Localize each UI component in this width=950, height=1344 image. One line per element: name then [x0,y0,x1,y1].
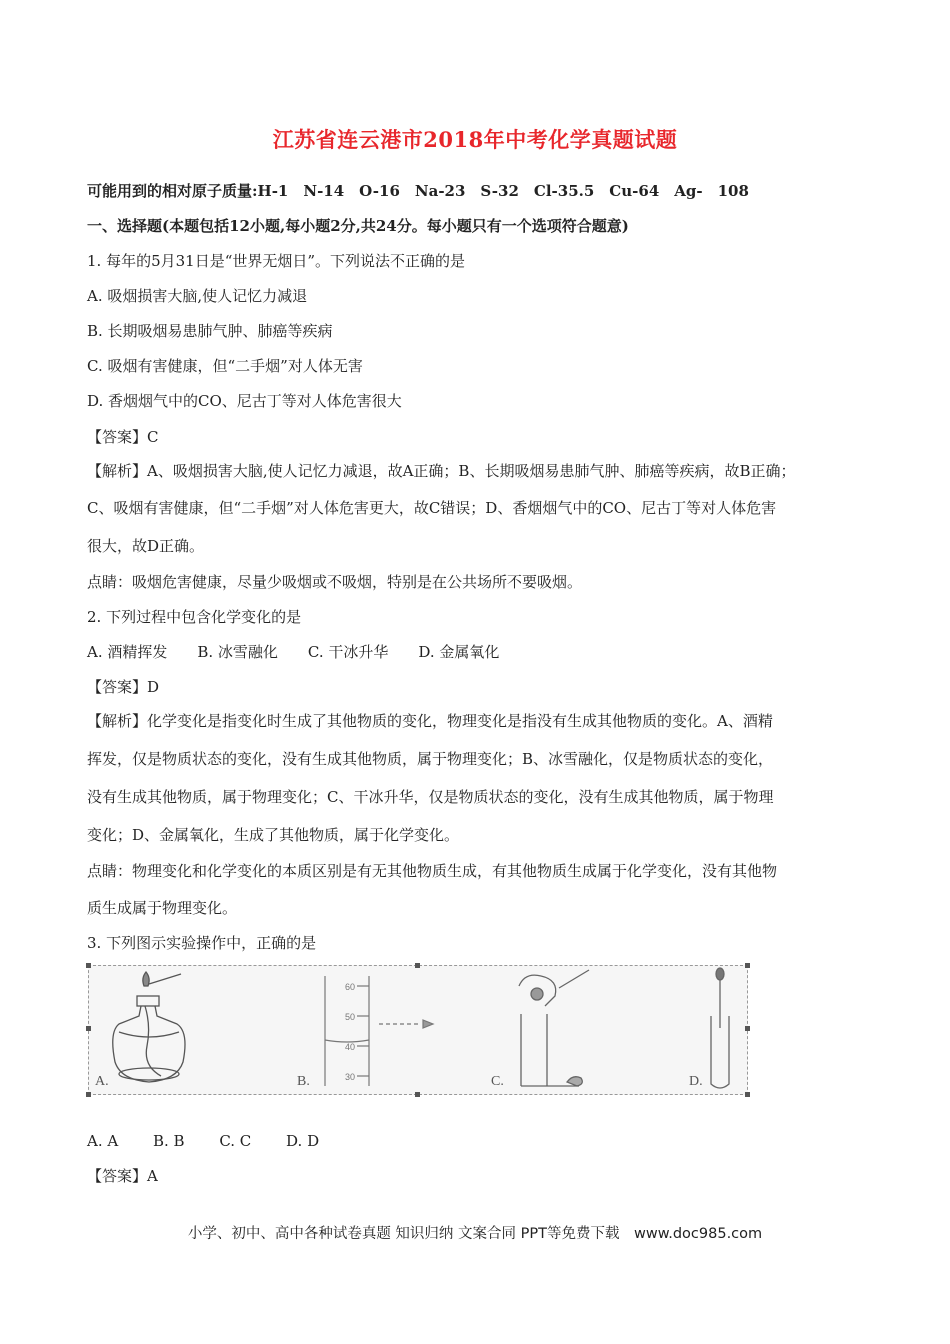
question-2-stem: 2. 下列过程中包含化学变化的是 [87,608,302,626]
question-2-options: A. 酒精挥发 B. 冰雪融化 C. 干冰升华 D. 金属氧化 [87,643,500,661]
question-1-option-a: A. 吸烟损害大脑,使人记忆力减退 [87,287,308,305]
question-3-stem: 3. 下列图示实验操作中，正确的是 [87,934,317,952]
question-2-answer: 【答案】D [87,678,160,696]
figure-label-d: D. [689,1074,703,1089]
cylinder-tick-40: 40 [345,1042,356,1052]
question-3-answer: 【答案】A [87,1167,158,1185]
question-1-stem: 1. 每年的5月31日是“世界无烟日”。下列说法不正确的是 [87,252,466,270]
atomic-masses: 可能用到的相对原子质量:H-1 N-14 O-16 Na-23 S-32 Cl-35.5 Cu-64 Ag- 108 [87,182,749,200]
question-2-analysis: 【解析】化学变化是指变化时生成了其他物质的变化，物理变化是指没有生成其他物质的变化。A、酒精 [87,712,773,730]
page-footer: 小学、初中、高中各种试卷真题 知识归纳 文案合同 PPT等免费下载 www.doc985.com [187,1226,763,1242]
figure-label-b: B. [297,1074,310,1089]
experiment-drawings [89,966,747,1094]
cylinder-tick-60: 60 [345,982,356,992]
question-2-analysis: 挥发，仅是物质状态的变化，没有生成其他物质，属于物理变化；B、冰雪融化，仅是物质状态的变化， [87,750,774,768]
cylinder-tick-30: 30 [345,1072,356,1082]
question-2-analysis: 没有生成其他物质，属于物理变化；C、干冰升华，仅是物质状态的变化，没有生成其他物质，属于物理 [87,788,774,806]
question-1-analysis: 【解析】A、吸烟损害大脑,使人记忆力减退，故A正确；B、长期吸烟易患肺气肿、肺癌等疾病，故B正确； [87,462,796,480]
graduated-cylinder-drawing [325,976,433,1086]
figure-label-c: C. [491,1074,504,1089]
figure-label-a: A. [95,1074,109,1089]
question-1-option-b: B. 长期吸烟易患肺气肿、肺癌等疾病 [87,322,333,340]
question-2-tip: 质生成属于物理变化。 [87,899,238,917]
question-1-option-d: D. 香烟烟气中的CO、尼古丁等对人体危害很大 [87,392,402,410]
test-tube-solid-drawing [519,970,589,1086]
question-1-analysis: 很大，故D正确。 [87,537,205,555]
experiment-figure [88,965,748,1095]
question-2-analysis: 变化；D、金属氧化，生成了其他物质，属于化学变化。 [87,826,460,844]
alcohol-lamp-drawing [113,972,185,1082]
question-1-analysis: C、吸烟有害健康，但“二手烟”对人体危害更大，故C错误；D、香烟烟气中的CO、尼古丁等对人体危害 [87,499,777,517]
question-1-tip: 点睛：吸烟危害健康，尽量少吸烟或不吸烟，特别是在公共场所不要吸烟。 [87,573,583,591]
cylinder-tick-50: 50 [345,1012,356,1022]
dropper-test-tube-drawing [711,968,729,1088]
question-2-tip: 点睛：物理变化和化学变化的本质区别是有无其他物质生成，有其他物质生成属于化学变化，没有其他物 [87,862,778,880]
section-heading: 一、选择题(本题包括12小题,每小题2分,共24分。每小题只有一个选项符合题意) [87,217,629,235]
question-3-options: A. A B. B C. C D. D [87,1132,320,1150]
page-title: 江苏省连云港市2018年中考化学真题试题 [272,127,678,152]
question-1-option-c: C. 吸烟有害健康，但“二手烟”对人体无害 [87,357,363,375]
question-1-answer: 【答案】C [87,428,159,446]
